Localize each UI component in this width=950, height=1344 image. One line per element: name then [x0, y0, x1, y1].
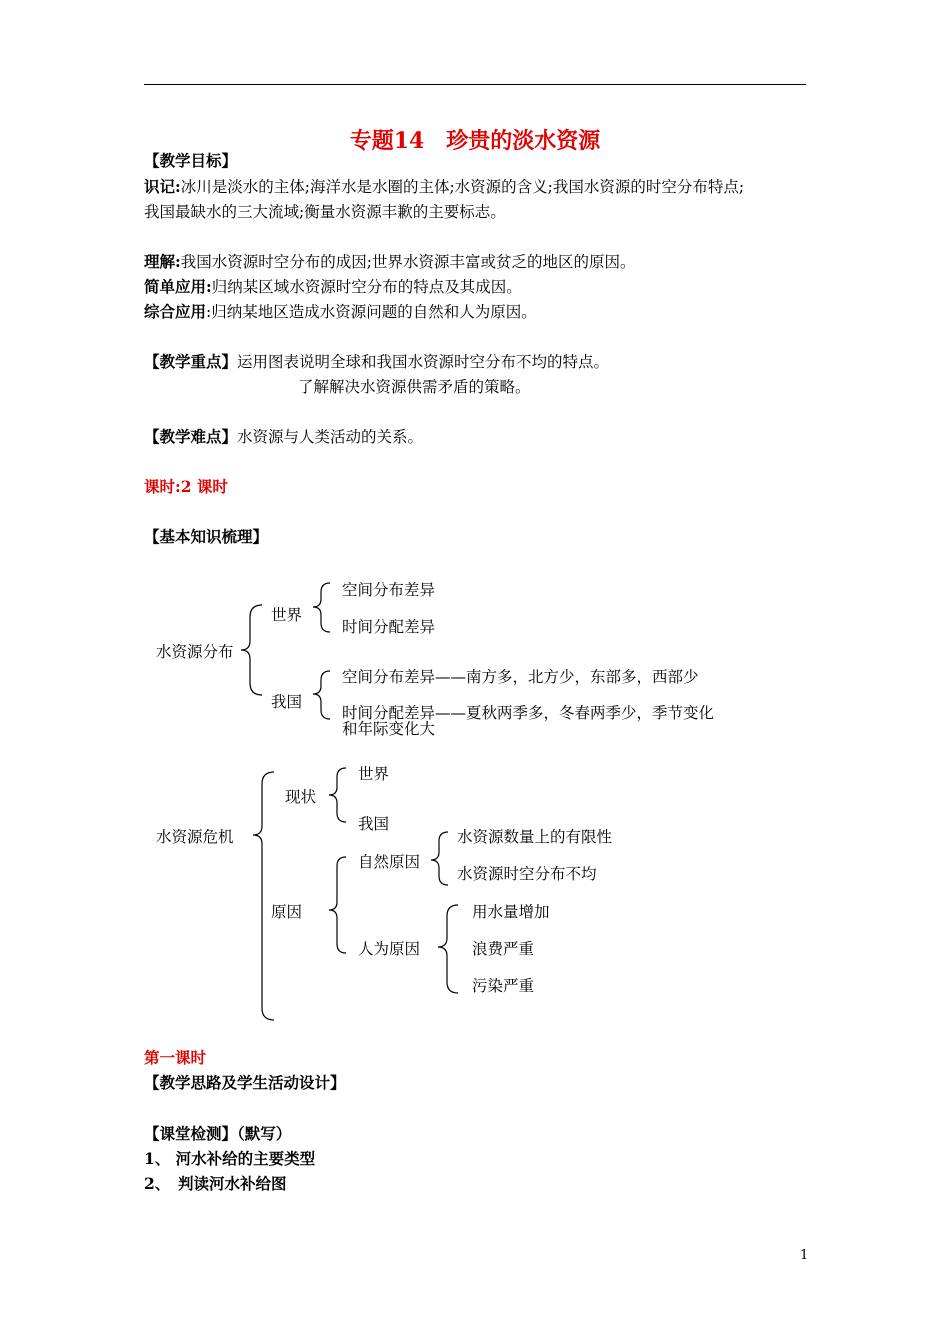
tree2-human-3: 污染严重 [472, 977, 535, 995]
goals-heading: 【教学目标】 [144, 151, 238, 170]
knowledge-heading: 【基本知识梳理】 [144, 527, 269, 546]
tree2-status-world: 世界 [358, 765, 390, 783]
tree1-china: 我国 [271, 693, 303, 711]
tree1-root: 水资源分布 [156, 643, 234, 661]
brace-human [438, 905, 458, 993]
document-title: 专题14 珍贵的淡水资源 [349, 128, 601, 154]
class-hours: 课时:2 课时 [144, 477, 228, 496]
comp-text: :归纳某地区造成水资源问题的自然和人为原因。 [206, 303, 537, 321]
tree2-human-2: 浪费严重 [472, 940, 535, 958]
brace-natural [431, 832, 448, 885]
focus-line-2: 了解解决水资源供需矛盾的策略。 [298, 378, 531, 396]
tree2-status-china: 我国 [358, 815, 390, 833]
understand-label: 理解: [144, 252, 181, 271]
brace-distribution [241, 605, 262, 695]
understand-text: 我国水资源时空分布的成因;世界水资源丰富或贫乏的地区的原因。 [180, 253, 636, 271]
brace-crisis [253, 772, 274, 1020]
tree1-china-time-1: 时间分配差异——夏秋两季多，冬春两季少，季节变化 [342, 704, 715, 722]
check-item-1: 1、 河水补给的主要类型 [144, 1149, 316, 1168]
tree1-world: 世界 [271, 606, 303, 624]
difficulty-heading: 【教学难点】 [144, 427, 238, 446]
focus-line-1: 运用图表说明全球和我国水资源时空分布不均的特点。 [237, 353, 610, 371]
simple-label: 简单应用: [144, 277, 212, 296]
tree2-status: 现状 [285, 788, 317, 806]
tree2-natural: 自然原因 [358, 853, 421, 871]
tree1-world-time: 时间分配差异 [342, 618, 436, 636]
page-number: 1 [800, 1248, 809, 1263]
simple-text: 归纳某区域水资源时空分布的特点及其成因。 [211, 278, 522, 296]
brace-status [329, 768, 346, 822]
lesson-one: 第一课时 [144, 1048, 207, 1067]
tree2-cause: 原因 [271, 903, 303, 921]
focus-heading: 【教学重点】 [144, 352, 238, 371]
recall-text-2: 我国最缺水的三大流域;衡量水资源丰歉的主要标志。 [144, 203, 506, 221]
tree2-human-1: 用水量增加 [472, 903, 550, 921]
tree2-natural-1: 水资源数量上的有限性 [457, 828, 613, 846]
difficulty-text: 水资源与人类活动的关系。 [237, 428, 424, 446]
recall-text-1: 冰川是淡水的主体;海洋水是水圈的主体;水资源的含义;我国水资源的时空分布特点; [180, 178, 745, 196]
tree1-china-space: 空间分布差异——南方多，北方少，东部多，西部少 [342, 668, 699, 686]
brace-cause [329, 857, 346, 953]
comp-label: 综合应用 [144, 302, 207, 321]
brace-world [313, 583, 330, 632]
tree1-china-time-2: 和年际变化大 [342, 720, 436, 738]
design-heading: 【教学思路及学生活动设计】 [144, 1073, 346, 1092]
check-item-2: 2、 判读河水补给图 [144, 1174, 287, 1193]
tree2-root: 水资源危机 [156, 828, 234, 846]
tree2-natural-2: 水资源时空分布不均 [457, 865, 597, 883]
check-heading: 【课堂检测】（默写） [144, 1124, 292, 1143]
tree2-human: 人为原因 [358, 940, 421, 958]
brace-china [313, 671, 330, 719]
recall-label: 识记: [144, 177, 181, 196]
tree1-world-space: 空间分布差异 [342, 581, 436, 599]
